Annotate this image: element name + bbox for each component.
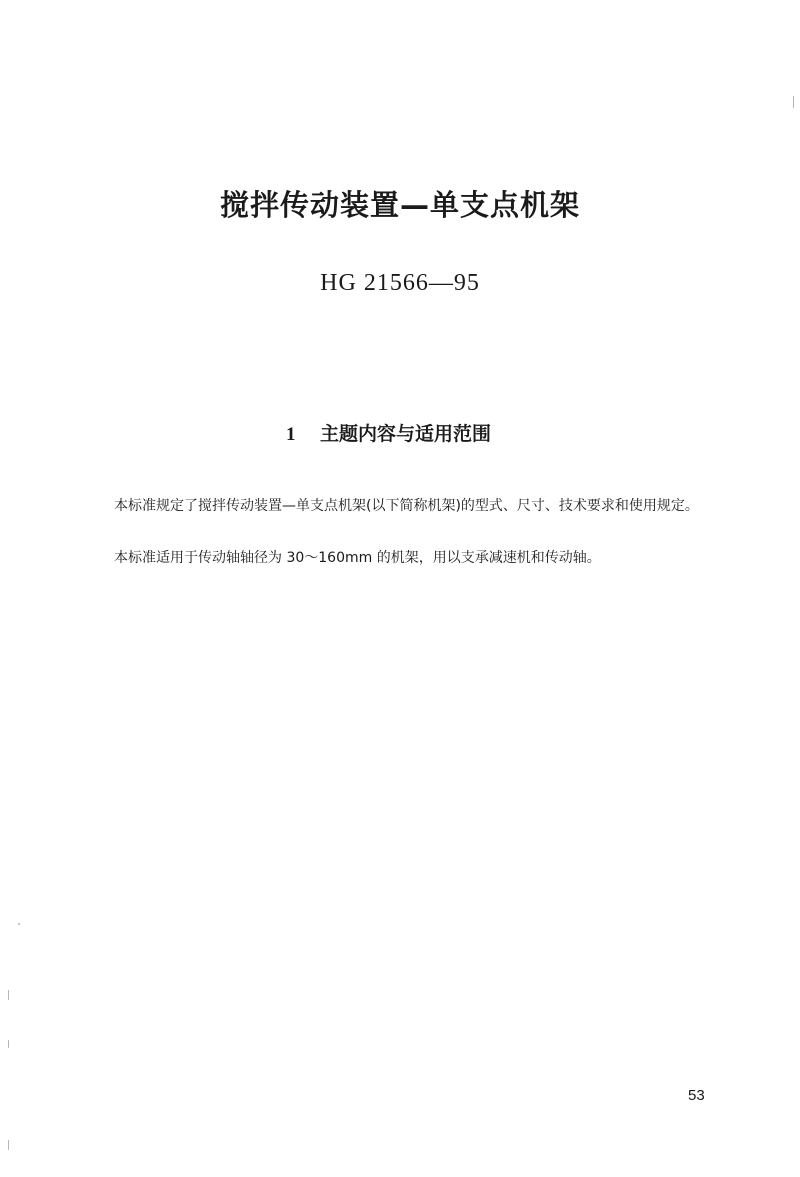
scan-speck [8, 1140, 9, 1150]
page-number: 53 [688, 1087, 705, 1104]
section-heading [286, 419, 491, 446]
scan-speck [18, 923, 20, 925]
paragraph-application: 本标准适用于传动轴轴径为 30～160mm 的机架，用以支承减速机和传动轴。 [114, 550, 601, 566]
section-title: 主题内容与适用范围 [320, 423, 492, 445]
section-number: 1 [286, 424, 296, 445]
scan-speck [793, 96, 794, 108]
scan-speck [8, 990, 9, 1000]
standard-code: HG 21566—95 [320, 270, 480, 296]
document-title: 搅拌传动装置—单支点机架 [219, 188, 580, 222]
scan-speck [8, 1040, 9, 1048]
paragraph-scope: 本标准规定了搅拌传动装置—单支点机架(以下简称机架)的型式、尺寸、技术要求和使用规定。 [114, 498, 699, 514]
